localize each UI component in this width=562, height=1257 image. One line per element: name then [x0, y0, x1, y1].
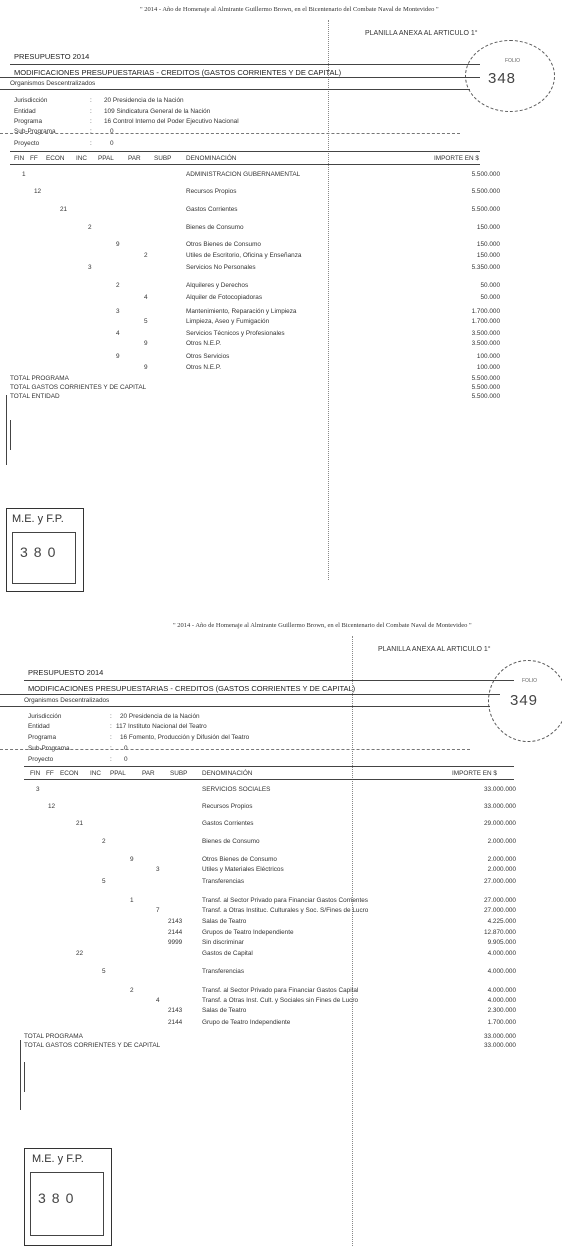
col-par: PAR	[142, 770, 155, 777]
cell-inc: 2	[102, 838, 106, 845]
col-ppal: PPAL	[110, 770, 126, 777]
cell-denominacion: Utiles de Escritorio, Oficina y Enseñanza	[186, 252, 302, 259]
total-label: TOTAL PROGRAMA	[10, 375, 69, 382]
col-fin: FIN	[30, 770, 41, 777]
cell-denominacion: Salas de Teatro	[202, 1007, 247, 1014]
cell-ppal: 9	[116, 241, 120, 248]
divider	[10, 164, 480, 165]
col-denominacion: DENOMINACIÓN	[202, 770, 253, 777]
ministry-stamp-number: 380	[38, 1190, 80, 1206]
cell-ppal: 9	[130, 856, 134, 863]
cell-econ: 21	[60, 206, 68, 213]
meta-label-proyecto: Proyecto	[28, 756, 54, 763]
cell-importe: 50.000	[480, 282, 500, 289]
cell-par: 2	[144, 252, 148, 259]
cell-denominacion: Salas de Teatro	[202, 918, 247, 925]
meta-sep: :	[110, 723, 112, 730]
signature-mark	[24, 1062, 25, 1092]
meta-sep: :	[90, 128, 92, 135]
cell-inc: 5	[102, 968, 106, 975]
col-par: PAR	[128, 155, 141, 162]
stamp-folio-label: FOLIO	[505, 58, 521, 64]
divider	[24, 680, 514, 681]
cell-importe: 33.000.000	[484, 803, 516, 810]
cell-ff: 12	[34, 188, 42, 195]
cell-denominacion: Recursos Propios	[186, 188, 237, 195]
signature-mark	[6, 395, 7, 465]
meta-value-proyecto: 0	[124, 756, 128, 763]
meta-value-jurisdiccion: 20 Presidencia de la Nación	[104, 97, 184, 104]
cell-importe: 5.500.000	[471, 206, 500, 213]
cell-denominacion: Gastos Corrientes	[202, 820, 254, 827]
cell-importe: 150.000	[476, 241, 500, 248]
meta-value-programa: 16 Control Interno del Poder Ejecutivo Nacional	[104, 118, 239, 125]
meta-label-subprograma: Sub-Programa	[14, 128, 56, 135]
total-label: TOTAL GASTOS CORRIENTES Y DE CAPITAL	[24, 1042, 161, 1049]
meta-value-entidad: 109 Sindicatura General de la Nación	[104, 108, 211, 115]
total-amount: 33.000.000	[484, 1033, 516, 1040]
col-importe: IMPORTE EN $	[434, 155, 479, 162]
meta-sep: :	[90, 118, 92, 125]
col-ff: FF	[46, 770, 54, 777]
cell-par: 4	[144, 294, 148, 301]
meta-sep: :	[110, 756, 112, 763]
cell-fin: 3	[36, 786, 40, 793]
ministry-stamp-number: 380	[20, 544, 62, 560]
cell-importe: 4.225.000	[487, 918, 516, 925]
cell-denominacion: ADMINISTRACION GUBERNAMENTAL	[186, 171, 301, 178]
stamp-number: 348	[488, 70, 517, 87]
col-subp: SUBP	[170, 770, 188, 777]
organismos-label: Organismos Descentralizados	[24, 697, 110, 704]
meta-sep: :	[110, 745, 112, 752]
meta-sep: :	[90, 108, 92, 115]
cell-denominacion: Transf. a Otras Inst. Cult. y Sociales sin Fines de Lucro	[202, 997, 359, 1004]
cell-denominacion: Alquiler de Fotocopiadoras	[186, 294, 263, 301]
cell-subp: 2143	[168, 1007, 183, 1014]
ministry-stamp-title: M.E. y F.P.	[12, 513, 64, 525]
cell-importe: 3.500.000	[471, 330, 500, 337]
meta-label-jurisdiccion: Jurisdicción	[14, 97, 48, 104]
divider	[0, 133, 460, 134]
meta-sep: :	[110, 734, 112, 741]
cell-denominacion: Bienes de Consumo	[202, 838, 260, 845]
total-label: TOTAL ENTIDAD	[10, 393, 60, 400]
cell-denominacion: Otros Servicios	[186, 353, 230, 360]
cell-denominacion: Servicios No Personales	[186, 264, 256, 271]
cell-denominacion: Alquileres y Derechos	[186, 282, 249, 289]
cell-denominacion: Sin discriminar	[202, 939, 244, 946]
cell-importe: 27.000.000	[484, 907, 516, 914]
cell-denominacion: Transf. al Sector Privado para Financiar Gastos Corrientes	[202, 897, 368, 904]
total-amount: 33.000.000	[484, 1042, 516, 1049]
cell-denominacion: Otros Bienes de Consumo	[186, 241, 261, 248]
cell-par: 5	[144, 318, 148, 325]
cell-importe: 100.000	[476, 364, 500, 371]
modificaciones-title: MODIFICACIONES PRESUPUESTARIAS - CREDITOS (GASTOS CORRIENTES Y DE CAPITAL)	[14, 68, 342, 77]
cell-denominacion: Gastos de Capital	[202, 950, 253, 957]
meta-value-entidad: 117 Instituto Nacional del Teatro	[116, 723, 207, 730]
divider	[24, 779, 514, 780]
cell-importe: 5.500.000	[471, 188, 500, 195]
cell-econ: 21	[76, 820, 84, 827]
cell-denominacion: Otros N.E.P.	[186, 364, 222, 371]
meta-label-proyecto: Proyecto	[14, 140, 40, 147]
signature-mark	[20, 1040, 21, 1110]
cell-ppal: 1	[130, 897, 134, 904]
total-amount: 5.500.000	[471, 375, 500, 382]
meta-sep: :	[90, 97, 92, 104]
cell-importe: 2.000.000	[487, 866, 516, 873]
fold-line	[352, 636, 353, 1246]
cell-importe: 29.000.000	[484, 820, 516, 827]
cell-importe: 4.000.000	[487, 997, 516, 1004]
cell-ppal: 2	[130, 987, 134, 994]
cell-par: 9	[144, 364, 148, 371]
cell-inc: 5	[102, 878, 106, 885]
total-label: TOTAL PROGRAMA	[24, 1033, 83, 1040]
col-subp: SUBP	[154, 155, 172, 162]
cell-denominacion: Recursos Propios	[202, 803, 253, 810]
meta-sep: :	[110, 713, 112, 720]
divider	[0, 749, 470, 750]
cell-importe: 27.000.000	[484, 897, 516, 904]
cell-importe: 27.000.000	[484, 878, 516, 885]
cell-importe: 4.000.000	[487, 968, 516, 975]
cell-subp: 2143	[168, 918, 183, 925]
cell-importe: 2.000.000	[487, 838, 516, 845]
cell-denominacion: Transferencias	[202, 968, 245, 975]
meta-value-subprograma: 0	[124, 745, 128, 752]
divider	[0, 706, 490, 707]
cell-importe: 12.870.000	[484, 929, 516, 936]
cell-subp: 2144	[168, 1019, 183, 1026]
cell-importe: 5.350.000	[471, 264, 500, 271]
cell-importe: 2.000.000	[487, 856, 516, 863]
stamp-folio-label: FOLIO	[522, 678, 538, 684]
cell-subp: 2144	[168, 929, 183, 936]
signature-mark	[10, 420, 11, 450]
cell-ppal: 9	[116, 353, 120, 360]
planilla-title: PLANILLA ANEXA AL ARTICULO 1°	[365, 30, 478, 37]
col-econ: ECON	[46, 155, 65, 162]
cell-importe: 33.000.000	[484, 786, 516, 793]
cell-denominacion: Transf. al Sector Privado para Financiar Gastos Capital	[202, 987, 359, 994]
cell-subp: 9999	[168, 939, 183, 946]
cell-importe: 5.500.000	[471, 171, 500, 178]
cell-par: 4	[156, 997, 160, 1004]
fold-line	[328, 20, 329, 580]
cell-fin: 1	[22, 171, 26, 178]
divider	[0, 89, 470, 90]
col-ff: FF	[30, 155, 38, 162]
cell-denominacion: Servicios Técnicos y Profesionales	[186, 330, 285, 337]
col-econ: ECON	[60, 770, 79, 777]
cell-importe: 50.000	[480, 294, 500, 301]
cell-denominacion: Gastos Corrientes	[186, 206, 238, 213]
stamp-number: 349	[510, 692, 539, 709]
meta-sep: :	[90, 140, 92, 147]
meta-value-proyecto: 0	[110, 140, 114, 147]
cell-ppal: 3	[116, 308, 120, 315]
col-inc: INC	[76, 155, 88, 162]
motto-text: " 2014 - Año de Homenaje al Almirante Guillermo Brown, en el Bicentenario del Combate Naval de Montevideo "	[140, 6, 439, 13]
cell-denominacion: Otros N.E.P.	[186, 340, 222, 347]
organismos-label: Organismos Descentralizados	[10, 80, 96, 87]
cell-importe: 150.000	[476, 252, 500, 259]
cell-denominacion: Bienes de Consumo	[186, 224, 244, 231]
cell-econ: 22	[76, 950, 84, 957]
cell-importe: 100.000	[476, 353, 500, 360]
cell-denominacion: Mantenimiento, Reparación y Limpieza	[186, 308, 297, 315]
cell-denominacion: Grupo de Teatro Independiente	[202, 1019, 291, 1026]
cell-importe: 3.500.000	[471, 340, 500, 347]
cell-denominacion: Limpieza, Aseo y Fumigación	[186, 318, 270, 325]
cell-inc: 2	[88, 224, 92, 231]
col-inc: INC	[90, 770, 102, 777]
cell-importe: 2.300.000	[487, 1007, 516, 1014]
meta-label-programa: Programa	[28, 734, 57, 741]
total-amount: 5.500.000	[471, 393, 500, 400]
cell-denominacion: SERVICIOS SOCIALES	[202, 786, 271, 793]
meta-value-jurisdiccion: 20 Presidencia de la Nación	[120, 713, 200, 720]
planilla-title: PLANILLA ANEXA AL ARTICULO 1°	[378, 646, 491, 653]
cell-par: 7	[156, 907, 160, 914]
divider	[0, 77, 480, 78]
divider	[10, 151, 480, 152]
cell-denominacion: Utiles y Materiales Eléctricos	[202, 866, 284, 873]
cell-importe: 9.905.000	[487, 939, 516, 946]
meta-label-entidad: Entidad	[28, 723, 50, 730]
col-fin: FIN	[14, 155, 25, 162]
cell-denominacion: Otros Bienes de Consumo	[202, 856, 277, 863]
divider	[24, 766, 514, 767]
ministry-stamp-title: M.E. y F.P.	[32, 1153, 84, 1165]
meta-value-subprograma: 0	[110, 128, 114, 135]
col-ppal: PPAL	[98, 155, 114, 162]
cell-ppal: 2	[116, 282, 120, 289]
cell-importe: 4.000.000	[487, 950, 516, 957]
cell-importe: 4.000.000	[487, 987, 516, 994]
cell-importe: 150.000	[476, 224, 500, 231]
col-denominacion: DENOMINACIÓN	[186, 155, 237, 162]
cell-importe: 1.700.000	[471, 308, 500, 315]
divider	[0, 694, 500, 695]
presupuesto-label: PRESUPUESTO 2014	[14, 52, 90, 61]
col-importe: IMPORTE EN $	[452, 770, 497, 777]
meta-label-programa: Programa	[14, 118, 43, 125]
cell-importe: 1.700.000	[487, 1019, 516, 1026]
meta-value-programa: 16 Fomento, Producción y Difusión del Teatro	[120, 734, 250, 741]
meta-label-entidad: Entidad	[14, 108, 36, 115]
cell-importe: 1.700.000	[471, 318, 500, 325]
cell-inc: 3	[88, 264, 92, 271]
cell-denominacion: Transferencias	[202, 878, 245, 885]
total-amount: 5.500.000	[471, 384, 500, 391]
presupuesto-label: PRESUPUESTO 2014	[28, 668, 104, 677]
motto-text: " 2014 - Año de Homenaje al Almirante Guillermo Brown, en el Bicentenario del Combate Naval de Montevideo "	[173, 622, 472, 629]
cell-ppal: 4	[116, 330, 120, 337]
meta-label-jurisdiccion: Jurisdicción	[28, 713, 62, 720]
meta-label-subprograma: Sub-Programa	[28, 745, 70, 752]
cell-par: 9	[144, 340, 148, 347]
cell-denominacion: Grupos de Teatro Independiente	[202, 929, 294, 936]
cell-ff: 12	[48, 803, 56, 810]
cell-denominacion: Transf. a Otras Instituc. Culturales y Soc. S/Fines de Lucro	[202, 907, 369, 914]
cell-par: 3	[156, 866, 160, 873]
modificaciones-title: MODIFICACIONES PRESUPUESTARIAS - CREDITOS (GASTOS CORRIENTES Y DE CAPITAL)	[28, 684, 356, 693]
divider	[10, 64, 480, 65]
total-label: TOTAL GASTOS CORRIENTES Y DE CAPITAL	[10, 384, 147, 391]
